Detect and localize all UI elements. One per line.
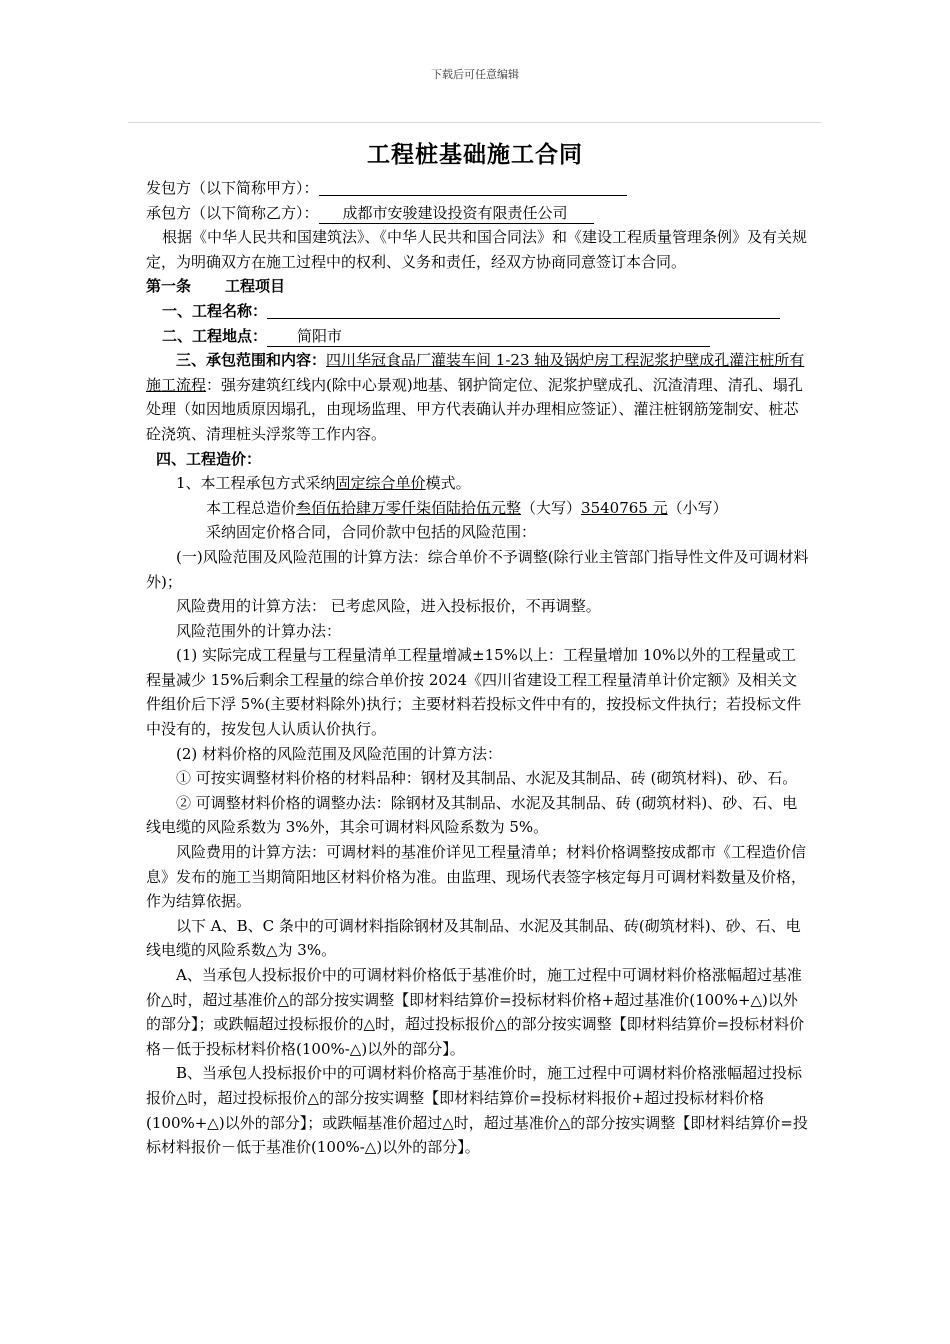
contract-body [146, 176, 810, 1160]
preamble: 根据《中华人民共和国建筑法》、《中华人民共和国合同法》和《建设工程质量管理条例》及有关规定，为明确双方在施工过程中的权利、义务和责任，经双方协商同意签订本合同。 [146, 228, 808, 271]
risk-outside-method: 风险范围外的计算办法： [176, 621, 342, 640]
total-price-mid: （大写） [521, 498, 582, 517]
scope-label: 三、承包范围和内容： [176, 351, 327, 370]
cost-mode-suffix: 模式。 [425, 474, 471, 493]
project-name-line [146, 299, 810, 324]
clause-a: A、当承包人投标报价中的可调材料价格低于基准价时，施工过程中可调材料价格涨幅超过基准价△时，超过基准价△的部分按实调整【即材料结算价=投标材料价格+超过基准价(100%+△)以外的部分】；或跌幅超过投标报价的△时，超过投标报价△的部分按实调整【即材料结算价=投标材料价格－低于投标材料价格(100%-△)以外的部分】。 [146, 966, 805, 1058]
total-price-words: 叁佰伍拾肆万零仟柒佰陆拾伍元整 [296, 498, 522, 517]
risk-fee-calculation: 风险费用的计算方法：可调材料的基准价详见工程量清单；材料价格调整按成都市《工程造价信息》发布的施工当期简阳地区材料价格为准。由监理、现场代表签字核定每月可调材料数量及价格，作为结算依据。 [146, 843, 807, 911]
total-price-suffix: （小写） [667, 498, 728, 517]
total-price-number: 3540765 元 [581, 498, 668, 517]
scope-paragraph [146, 348, 810, 446]
clause-b: B、当承包人投标报价中的可调材料价格高于基准价时，施工过程中可调材料价格涨幅超过投标报价△时，超过投标报价△的部分按实调整【即材料结算价=投标材料报价+超过投标材料价格(100%+△)以外的部分】；或跌幅基准价超过△时，超过基准价△的部分按实调整【即材料结算价=投标材料报价－低于基准价(100%-△)以外的部分】。 [146, 1064, 808, 1157]
party-b-label: 承包方（以下简称乙方）： [146, 203, 319, 222]
risk-fee-method: 风险费用的计算方法： 已考虑风险，进入投标报价，不再调整。 [176, 597, 601, 616]
scope-project: 四川华冠食品厂灌装车间 1-23 轴及锅炉房工程泥浆护壁成孔灌注桩所有施工流程 [146, 351, 805, 394]
project-name-label: 一、工程名称： [162, 301, 268, 320]
scope-content: ：强夯建筑红线内(除中心景观)地基、钢护筒定位、泥浆护壁成孔、沉渣清理、清孔、塌孔处理（如因地质原因塌孔，由现场监理、甲方代表确认并办理相应签证）、灌注桩钢筋笼制安、桩芯砼浇筑、清理桩头浮浆等工作内容。 [146, 375, 803, 443]
party-a-blank [319, 178, 627, 196]
cost-mode-line [146, 471, 810, 496]
risk-intro: 采纳固定价格合同，合同价款中包括的风险范围： [206, 523, 537, 542]
risk-coefficient-note: 以下 A、B、C 条中的可调材料指除钢材及其制品、水泥及其制品、砖(砌筑材料)、砂、石、电线电缆的风险系数△为 3%。 [146, 916, 801, 960]
risk-material-adjust: ② 可调整材料价格的调整办法：除钢材及其制品、水泥及其制品、砖 (砌筑材料)、砂、石、电线电缆的风险系数为 3%外，其余可调材料风险系数为 5%。 [146, 793, 798, 837]
download-note: 下载后可任意编辑 [431, 68, 519, 81]
header-divider [128, 122, 821, 123]
article-1-title: 工程项目 [225, 277, 286, 296]
total-price-line [146, 496, 810, 521]
risk-scope-1: (一)风险范围及风险范围的计算方法：综合单价不予调整(除行业主管部门指导性文件及可调材料外)； [146, 547, 809, 591]
project-location-label: 二、工程地点： [162, 326, 268, 345]
cost-mode-prefix: 1、本工程承包方式采纳 [176, 474, 336, 493]
contract-title: 工程桩基础施工合同 [367, 141, 583, 168]
cost-mode-value: 固定综合单价 [335, 474, 426, 493]
party-a-line [146, 176, 810, 201]
risk-material-heading: (2) 材料价格的风险范围及风险范围的计算方法： [176, 744, 503, 763]
project-location-line [146, 324, 810, 349]
total-price-prefix: 本工程总造价 [206, 498, 297, 517]
cost-heading: 四、工程造价： [156, 449, 262, 468]
party-b-line [146, 201, 810, 226]
project-location-value: 简阳市 [267, 326, 710, 347]
party-b-value: 成都市安骏建设投资有限责任公司 [319, 203, 594, 224]
party-a-label: 发包方（以下简称甲方）： [146, 179, 319, 197]
project-name-blank [267, 301, 780, 319]
article-1-heading [146, 274, 810, 299]
article-1-number: 第一条 [146, 277, 192, 296]
risk-quantity-clause: (1) 实际完成工程量与工程量清单工程量增减±15%以上：工程量增加 10%以外的工程量或工程量减少 15%后剩余工程量的综合单价按 2024《四川省建设工程工程量清单计价定额》及相关文件组价后下浮 5%(主要材料除外)执行；主要材料若投标文件中有的，按投标文件执行；若投标文件中没有的，按发包人认质认价执行。 [146, 646, 802, 739]
risk-material-types: ① 可按实调整材料价格的材料品种：钢材及其制品、水泥及其制品、砖 (砌筑材料)、砂、石。 [176, 769, 798, 788]
